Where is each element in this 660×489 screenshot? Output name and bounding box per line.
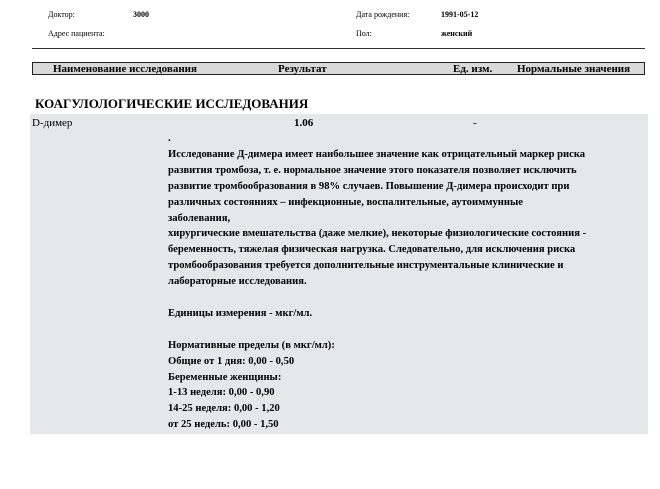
- note-line: .: [168, 133, 171, 144]
- address-label: Адрес пациента:: [48, 29, 105, 38]
- note-line: 1-13 неделя: 0,00 - 0,90: [168, 387, 275, 399]
- results-table-header: [32, 62, 645, 75]
- note-line: Общие от 1 дня: 0,00 - 0,50: [168, 355, 295, 367]
- note-line: развитие тромбообразования в 98% случаев. Повышение Д-димера происходит при: [168, 180, 570, 192]
- note-line: беременность, тяжелая физическая нагрузка. Следовательно, для исключения риска: [168, 244, 576, 256]
- patient-info-row-1: [0, 10, 660, 22]
- note-line: заболевания,: [168, 212, 231, 224]
- note-line: развития тромбоза, т. е. нормальное значение этого показателя позволяет исключить: [168, 164, 577, 176]
- note-line: Нормативные пределы (в мкг/мл):: [168, 339, 335, 351]
- note-line: лабораторные исследования.: [168, 276, 307, 288]
- note-line: 14-25 неделя: 0,00 - 1,20: [168, 403, 280, 415]
- column-unit: Ед. изм.: [453, 63, 493, 75]
- note-line: различных состояниях – инфекционные, воспалительные, аутоиммунные: [168, 196, 523, 208]
- doctor-label: Доктор:: [48, 10, 75, 19]
- patient-info-row-2: [0, 29, 660, 41]
- note-spacer: [168, 290, 648, 306]
- header-divider: [32, 48, 645, 49]
- test-result-row: [30, 114, 648, 434]
- note-line: от 25 недель: 0,00 - 1,50: [168, 419, 279, 431]
- doctor-value: 3000: [133, 10, 149, 19]
- birth-date-label: Дата рождения:: [356, 10, 410, 19]
- note-line: Исследование Д-димера имеет наибольшее значение как отрицательный маркер риска: [168, 148, 586, 160]
- note-line: Беременные женщины:: [168, 371, 282, 383]
- note-line: Единицы измерения - мкг/мл.: [168, 307, 313, 319]
- gender-value: женский: [441, 29, 473, 38]
- test-unit: -: [473, 117, 477, 129]
- column-result: Результат: [278, 63, 327, 75]
- section-title: КОАГУЛОЛОГИЧЕСКИЕ ИССЛЕДОВАНИЯ: [35, 96, 309, 111]
- note-line: тромбообразования требуется дополнительные инструментальные клинические и: [168, 260, 564, 272]
- test-description: [168, 131, 648, 433]
- column-name: Наименование исследования: [53, 63, 197, 75]
- column-norm: Нормальные значения: [517, 63, 631, 75]
- test-value: 1.06: [294, 117, 314, 129]
- gender-label: Пол:: [356, 29, 372, 38]
- note-spacer: [168, 322, 648, 338]
- note-line: хирургические вмешательства (даже мелкие), некоторые физиологические состояния -: [168, 228, 587, 240]
- test-name: D-димер: [32, 117, 73, 129]
- birth-date-value: 1991-05-12: [441, 10, 479, 19]
